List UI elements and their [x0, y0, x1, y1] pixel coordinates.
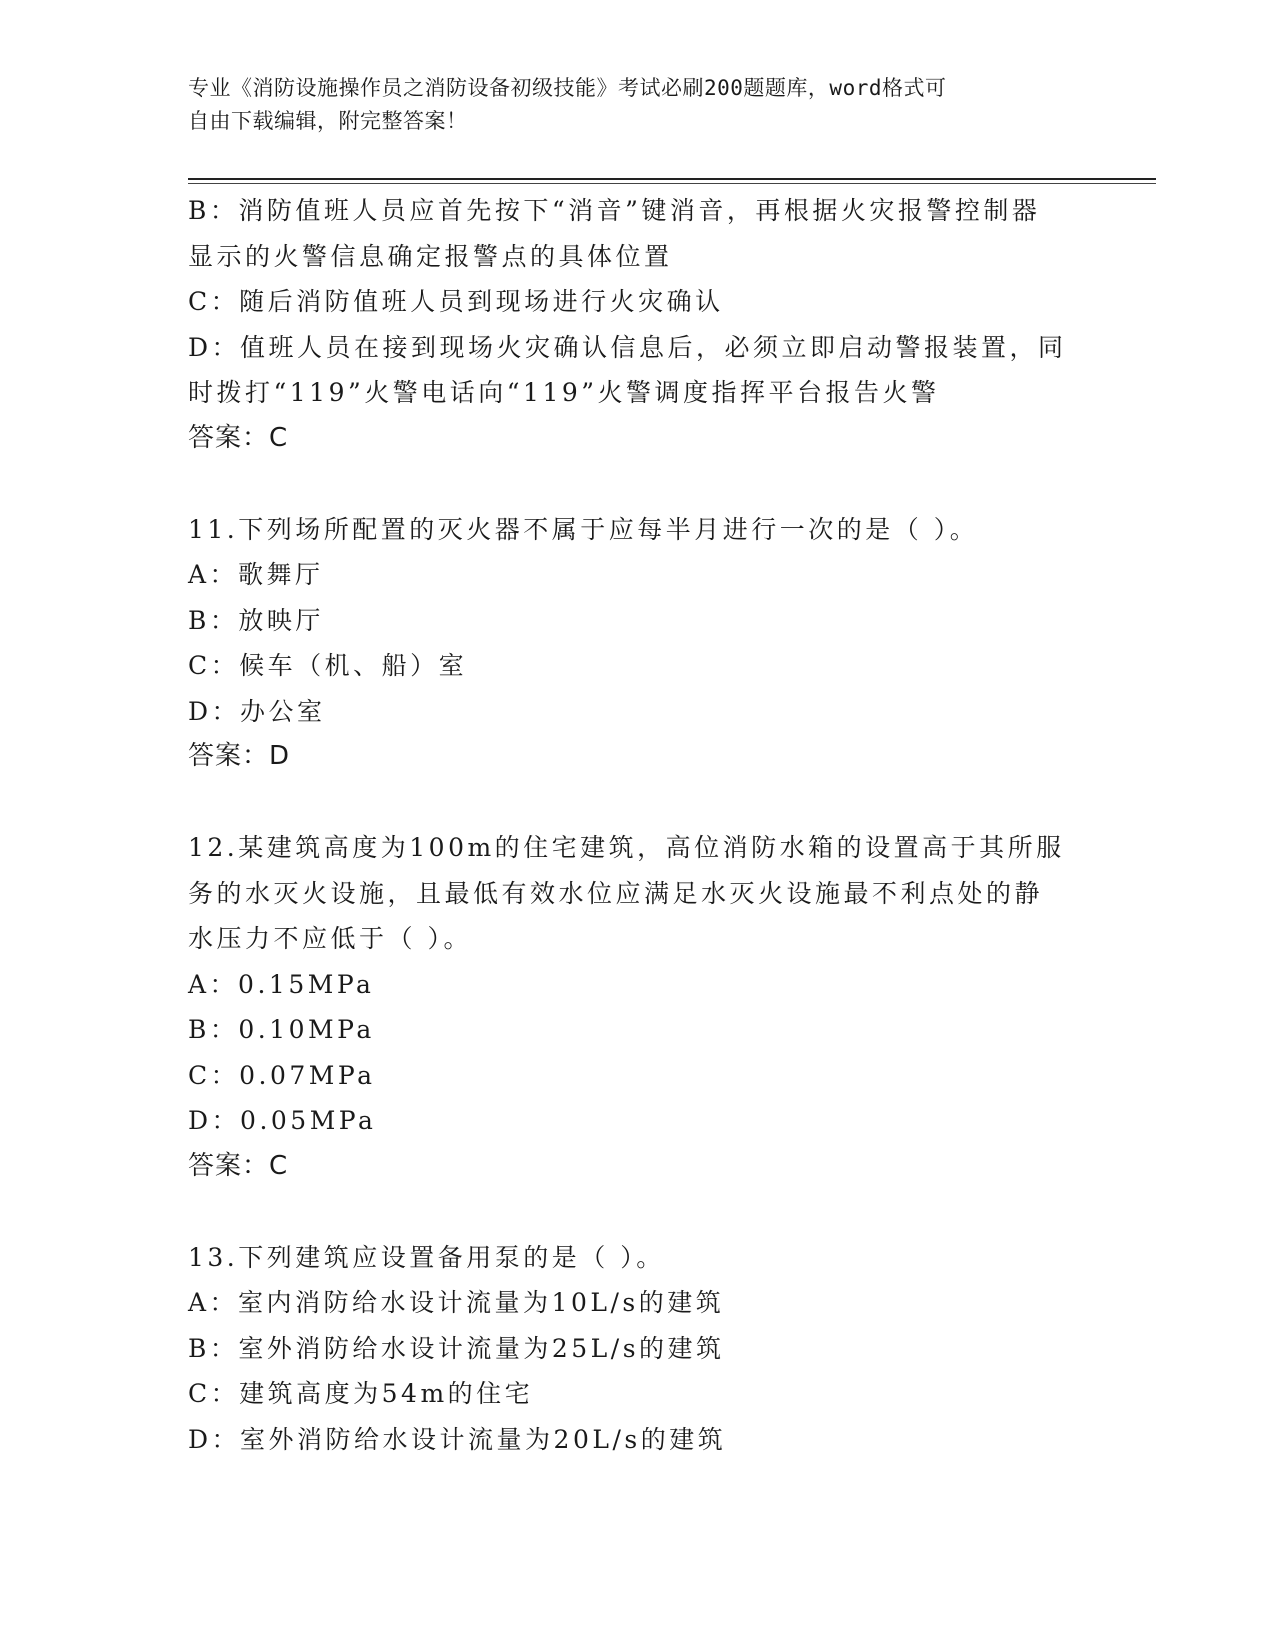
question-block-11 [188, 507, 1088, 780]
header-line-1: 专业《消防设施操作员之消防设备初级技能》考试必刷200题题库，word格式可 [188, 76, 947, 100]
option-d: D：0.05MPa [188, 1106, 377, 1135]
option-d: D：室外消防给水设计流量为20L/s的建筑 [188, 1424, 727, 1454]
option-d-line-1: D：值班人员在接到现场火灾确认信息后，必须立即启动警报装置，同 [188, 332, 1067, 362]
document-header [188, 72, 1088, 138]
question-block-10-continued [188, 188, 1088, 461]
option-b: B：放映厅 [188, 605, 324, 635]
question-stem-line-2: 务的水灭火设施，且最低有效水位应满足水灭火设施最不利点处的静 [188, 878, 1044, 908]
option-d: D：办公室 [188, 696, 326, 726]
question-stem: 11.下列场所配置的灭火器不属于应每半月进行一次的是（ ）。 [188, 514, 979, 544]
option-b-line-1: B：消防值班人员应首先按下“消音”键消音，再根据火灾报警控制器 [188, 196, 1041, 225]
option-c: C：0.07MPa [188, 1060, 376, 1090]
option-c: C：建筑高度为54m的住宅 [188, 1379, 534, 1408]
option-a: A：室内消防给水设计流量为10L/s的建筑 [188, 1288, 725, 1317]
question-stem: 13.下列建筑应设置备用泵的是（ ）。 [188, 1242, 665, 1272]
question-stem-line-3: 水压力不应低于（ ）。 [188, 924, 472, 953]
answer-line: 答案：C [188, 1150, 289, 1181]
header-divider-thin [188, 183, 1156, 184]
answer-line: 答案：D [188, 741, 291, 771]
option-d-line-2: 时拨打“119”火警电话向“119”火警调度指挥平台报告火警 [188, 378, 940, 407]
document-body [188, 188, 1088, 1462]
option-a: A：0.15MPa [188, 969, 375, 999]
question-stem-line-1: 12.某建筑高度为100m的住宅建筑，高位消防水箱的设置高于其所服 [188, 833, 1065, 862]
header-divider-thick [188, 178, 1156, 180]
question-block-13 [188, 1235, 1088, 1463]
option-c: C：候车（机、船）室 [188, 651, 468, 680]
answer-line: 答案：C [188, 422, 289, 453]
option-c: C：随后消防值班人员到现场进行火灾确认 [188, 287, 724, 316]
header-line-2: 自由下载编辑，附完整答案！ [188, 109, 468, 133]
option-a: A：歌舞厅 [188, 560, 324, 589]
option-b-line-2: 显示的火警信息确定报警点的具体位置 [188, 241, 673, 271]
option-b: B：室外消防给水设计流量为25L/s的建筑 [188, 1333, 725, 1363]
question-block-12 [188, 825, 1088, 1189]
option-b: B：0.10MPa [188, 1015, 375, 1044]
